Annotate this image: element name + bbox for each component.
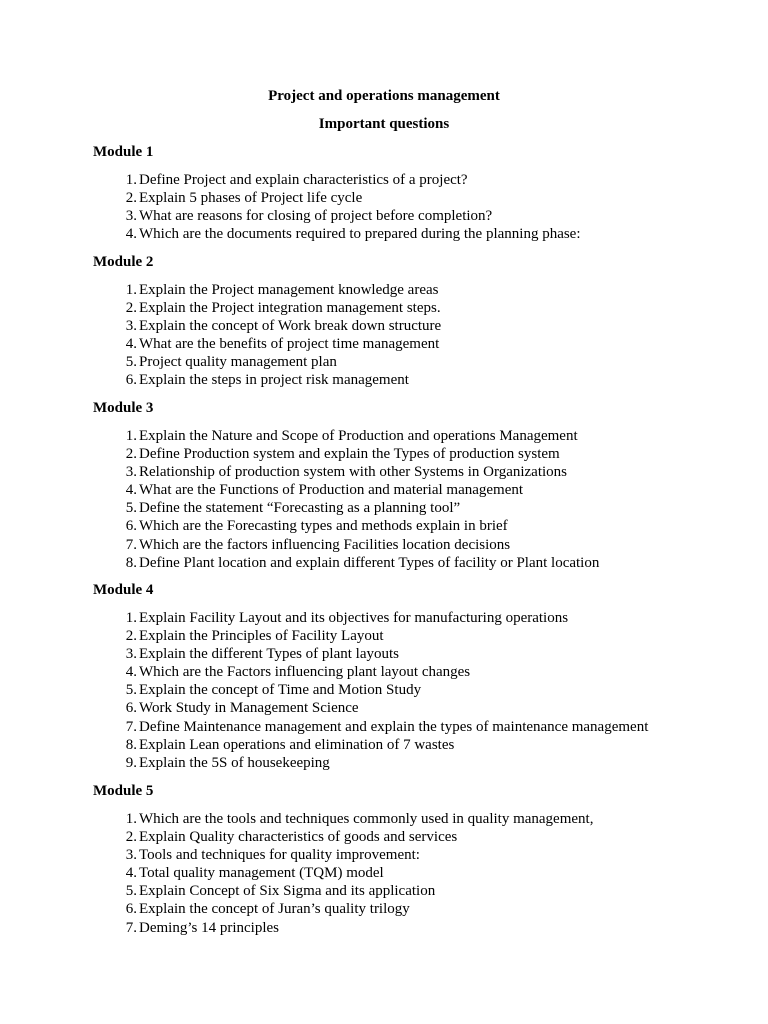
list-item	[93, 463, 733, 481]
item-number: 1.	[125, 610, 137, 626]
list-item	[93, 554, 733, 572]
item-text: Deming’s 14 principles	[139, 919, 279, 936]
module-heading: Module 1	[93, 144, 154, 160]
item-number: 4.	[125, 482, 137, 499]
item-text: Define Project and explain characteristics of a project?	[139, 172, 468, 188]
module-heading: Module 2	[93, 254, 154, 270]
item-number: 5.	[125, 354, 137, 371]
item-text: Total quality management (TQM) model	[139, 865, 384, 882]
list-item	[93, 499, 733, 517]
list-item	[93, 317, 733, 335]
list-item	[93, 427, 733, 445]
item-number: 3.	[125, 847, 137, 864]
list-item	[93, 335, 733, 353]
item-number: 2.	[125, 300, 137, 317]
item-number: 1.	[125, 172, 137, 188]
list-item	[93, 371, 733, 389]
list-item	[93, 900, 733, 918]
item-text: Explain the concept of Work break down structure	[139, 318, 442, 335]
list-item	[93, 353, 733, 371]
item-text: Tools and techniques for quality improvement:	[139, 847, 420, 864]
question-list	[93, 427, 733, 572]
item-number: 8.	[125, 736, 137, 753]
item-text: Explain the concept of Time and Motion Study	[139, 682, 422, 699]
item-text: What are the benefits of project time management	[139, 336, 440, 353]
list-item	[93, 810, 733, 828]
item-number: 7.	[125, 919, 137, 936]
item-text: Define Maintenance management and explain the types of maintenance management	[139, 718, 649, 735]
item-text: Explain Lean operations and elimination of 7 wastes	[139, 736, 455, 753]
list-item	[93, 846, 733, 864]
module-heading: Module 4	[93, 582, 154, 598]
item-number: 3.	[125, 646, 137, 663]
item-number: 6.	[125, 518, 137, 535]
item-number: 3.	[125, 318, 137, 335]
item-text: Explain the 5S of housekeeping	[139, 754, 330, 771]
list-item	[93, 299, 733, 317]
item-number: 2.	[125, 190, 137, 207]
item-text: Explain the Project management knowledge areas	[139, 282, 439, 298]
item-text: Explain the Project integration management steps.	[139, 300, 441, 317]
item-number: 2.	[125, 628, 137, 645]
item-text: Which are the Forecasting types and methods explain in brief	[139, 518, 508, 535]
item-number: 1.	[125, 811, 137, 827]
item-text: Explain Facility Layout and its objectives for manufacturing operations	[139, 610, 569, 626]
item-text: Which are the tools and techniques commonly used in quality management,	[139, 811, 594, 827]
item-number: 4.	[125, 664, 137, 681]
item-text: Which are the Factors influencing plant layout changes	[139, 664, 471, 681]
item-text: Explain the concept of Juran’s quality trilogy	[139, 901, 410, 918]
item-text: Explain 5 phases of Project life cycle	[139, 190, 363, 207]
item-number: 7.	[125, 536, 137, 553]
list-item	[93, 645, 733, 663]
list-item	[93, 281, 733, 299]
list-item	[93, 627, 733, 645]
item-text: Explain the Nature and Scope of Production and operations Management	[139, 428, 578, 444]
item-text: Work Study in Management Science	[139, 700, 359, 717]
item-text: What are the Functions of Production and material management	[139, 482, 524, 499]
item-text: What are reasons for closing of project before completion?	[139, 208, 493, 225]
item-number: 3.	[125, 208, 137, 225]
list-item	[93, 171, 733, 189]
item-text: Explain the steps in project risk management	[139, 372, 409, 389]
question-list	[93, 171, 733, 243]
module-3-section	[93, 399, 733, 572]
module-2-section	[93, 253, 733, 390]
list-item	[93, 718, 733, 736]
module-5-section	[93, 782, 733, 937]
item-number: 5.	[125, 883, 137, 900]
item-number: 6.	[125, 901, 137, 918]
list-item	[93, 919, 733, 937]
list-item	[93, 699, 733, 717]
list-item	[93, 609, 733, 627]
question-list	[93, 281, 733, 390]
list-item	[93, 663, 733, 681]
item-text: Which are the factors influencing Facilities location decisions	[139, 536, 511, 553]
item-number: 7.	[125, 718, 137, 735]
question-list	[93, 609, 733, 772]
item-text: Which are the documents required to prepared during the planning phase:	[139, 226, 581, 243]
list-item	[93, 207, 733, 225]
item-number: 4.	[125, 226, 137, 243]
list-item	[93, 864, 733, 882]
item-number: 2.	[125, 829, 137, 846]
question-list	[93, 810, 733, 937]
item-number: 5.	[125, 682, 137, 699]
item-text: Define the statement “Forecasting as a planning tool”	[139, 500, 461, 517]
item-number: 8.	[125, 554, 137, 571]
list-item	[93, 189, 733, 207]
item-text: Define Production system and explain the Types of production system	[139, 446, 560, 463]
module-1-section	[93, 143, 733, 243]
list-item	[93, 225, 733, 243]
list-item	[93, 517, 733, 535]
list-item	[93, 828, 733, 846]
item-number: 4.	[125, 865, 137, 882]
list-item	[93, 536, 733, 554]
list-item	[93, 736, 733, 754]
item-text: Relationship of production system with other Systems in Organizations	[139, 464, 568, 481]
list-item	[93, 445, 733, 463]
item-text: Define Plant location and explain different Types of facility or Plant location	[139, 554, 600, 571]
document-subtitle: Important questions	[318, 116, 450, 132]
list-item	[93, 481, 733, 499]
item-text: Explain the different Types of plant layouts	[139, 646, 400, 663]
item-number: 1.	[125, 428, 137, 444]
item-number: 2.	[125, 446, 137, 463]
item-number: 1.	[125, 282, 137, 298]
item-text: Explain Concept of Six Sigma and its application	[139, 883, 436, 900]
item-text: Project quality management plan	[139, 354, 337, 371]
item-number: 6.	[125, 700, 137, 717]
item-number: 5.	[125, 500, 137, 517]
module-heading: Module 3	[93, 400, 154, 416]
item-number: 3.	[125, 464, 137, 481]
module-4-section	[93, 581, 733, 772]
item-number: 9.	[125, 754, 137, 771]
module-heading: Module 5	[93, 783, 154, 799]
list-item	[93, 754, 733, 772]
list-item	[93, 681, 733, 699]
document-title: Project and operations management	[268, 88, 500, 104]
item-text: Explain the Principles of Facility Layout	[139, 628, 384, 645]
item-text: Explain Quality characteristics of goods and services	[139, 829, 458, 846]
item-number: 6.	[125, 372, 137, 389]
list-item	[93, 882, 733, 900]
item-number: 4.	[125, 336, 137, 353]
